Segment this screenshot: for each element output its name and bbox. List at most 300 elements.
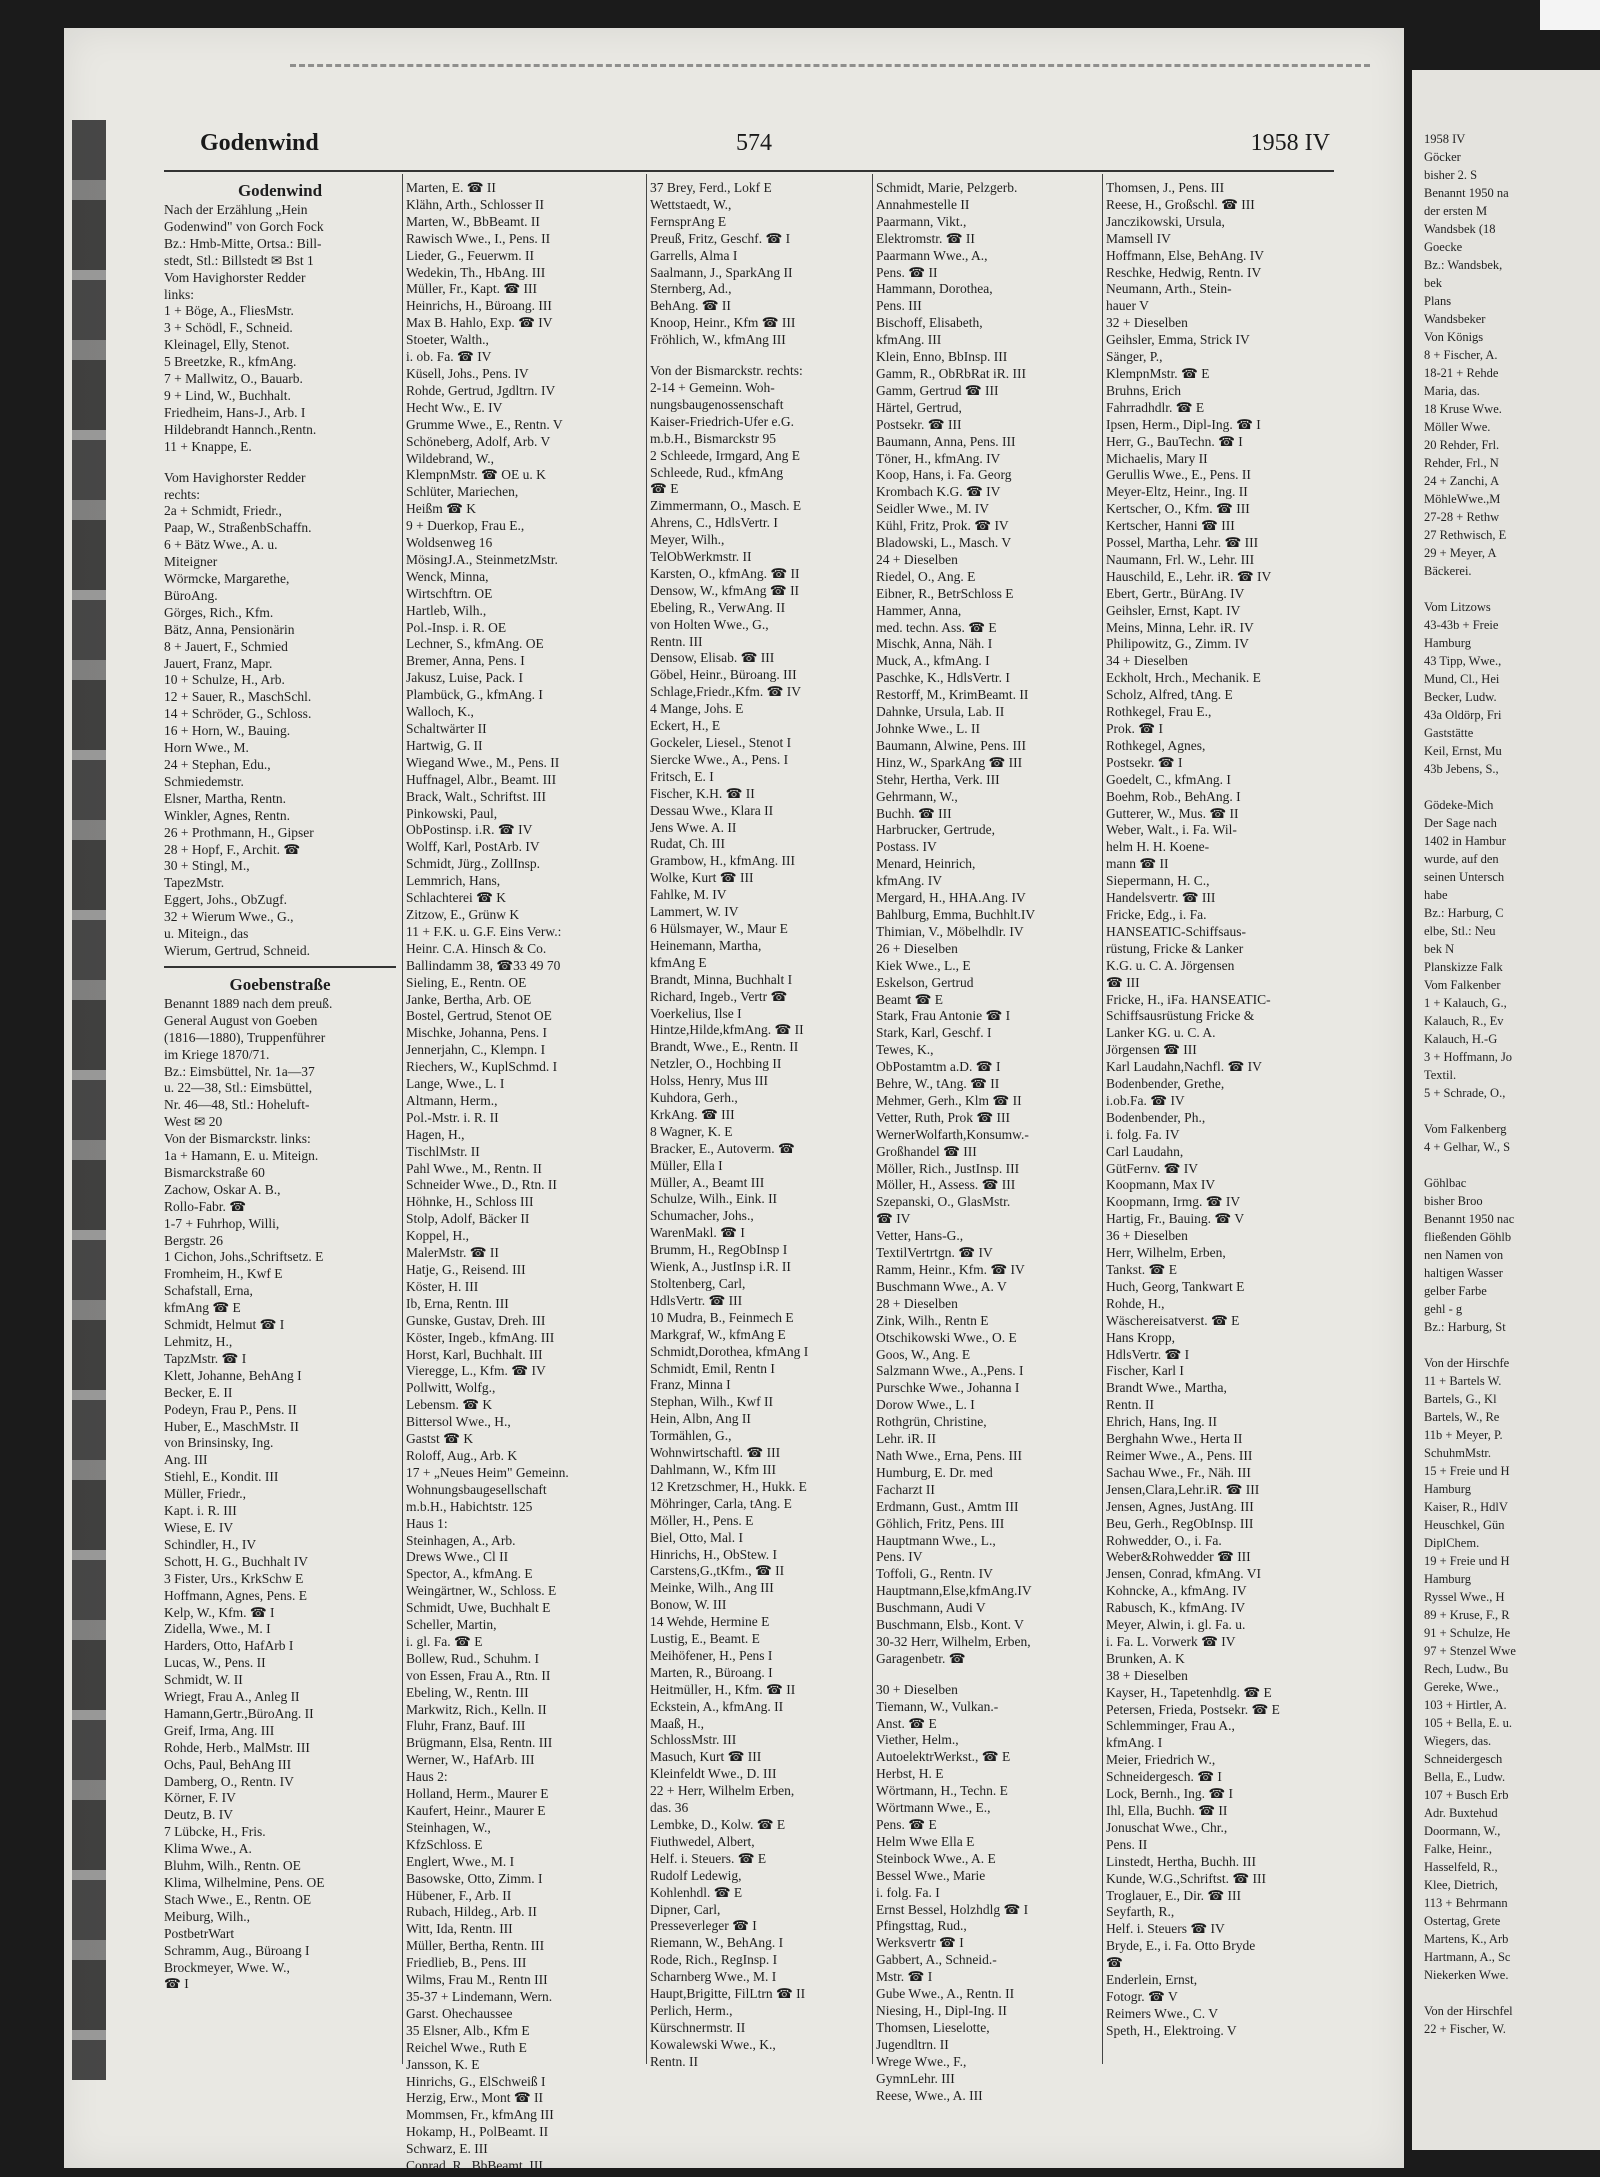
directory-entry: Brunken, A. K (1106, 1650, 1185, 1666)
directory-entry: Bollew, Rud., Schuhm. I (406, 1650, 539, 1666)
directory-entry: Roloff, Aug., Arb. K (406, 1447, 518, 1463)
directory-entry: Huffnagel, Albr., Beamt. III (406, 771, 557, 787)
directory-entry: Zidella, Wwe., M. I (164, 1621, 271, 1637)
directory-entry: Bischoff, Elisabeth, (876, 315, 983, 331)
directory-entry: Behre, W., tAng. ☎ II (876, 1076, 1000, 1092)
directory-entry: kfmAng E (650, 954, 707, 970)
directory-entry: Eggert, Johs., ObZugf. (164, 892, 287, 908)
directory-entry: Wedekin, Th., HbAng. III (406, 264, 546, 280)
directory-entry: Reschke, Hedwig, Rentn. IV (1106, 264, 1262, 280)
directory-entry: Linstedt, Hertha, Buchh. III (1106, 1853, 1256, 1869)
facing-page-line: seinen Untersch (1424, 870, 1505, 884)
directory-entry: Sänger, P., (1106, 349, 1163, 365)
directory-entry: Wilms, Frau M., Rentn III (406, 1972, 548, 1988)
directory-entry: Englert, Wwe., M. I (406, 1853, 515, 1869)
directory-entry: Dahnke, Ursula, Lab. II (876, 704, 1005, 720)
directory-entry: Hatje, G., Reisend. III (406, 1262, 526, 1277)
facing-page-line: gelber Farbe (1424, 1284, 1487, 1298)
facing-page-line: Kaiser, R., HdlV (1424, 1500, 1508, 1514)
directory-entry: Klima, Wilhelmine, Pens. OE (164, 1875, 325, 1890)
directory-entry: Bostel, Gertrud, Stenot OE (406, 1008, 552, 1024)
directory-entry: Von der Bismarckstr. links: (164, 1131, 311, 1147)
directory-entry: Dessau Wwe., Klara II (650, 802, 774, 818)
directory-entry: GymnLehr. III (876, 2070, 955, 2086)
facing-page-line: 43a Oldörp, Fri (1424, 708, 1502, 722)
directory-entry: Huch, Georg, Tankwart E (1106, 1278, 1245, 1294)
directory-entry: Sachau Wwe., Fr., Näh. III (1106, 1464, 1251, 1480)
directory-entry: Fischer, K.H. ☎ II (650, 785, 755, 801)
directory-entry: Paarmann, Vikt., (876, 213, 967, 229)
directory-entry: Rabusch, K., kfmAng. IV (1106, 1600, 1246, 1616)
directory-entry: Herr, G., BauTechn. ☎ I (1106, 433, 1243, 449)
directory-entry: Haupt,Brigitte, FilLtrn ☎ II (650, 1986, 806, 2002)
street-heading: Godenwind (237, 181, 323, 200)
directory-entry: Wolff, Karl, PostArb. IV (406, 839, 540, 855)
facing-page-line: Adr. Buxtehud (1424, 1806, 1498, 1820)
directory-entry: Köster, Ingeb., kfmAng. III (406, 1329, 555, 1345)
directory-entry: KrkAng. ☎ III (650, 1106, 735, 1122)
directory-entry: Paschke, K., HdlsVertr. I (876, 670, 1010, 686)
directory-entry: Möller, Rich., JustInsp. III (876, 1160, 1020, 1176)
facing-page-line: 22 + Fischer, W. (1424, 2022, 1506, 2036)
directory-entry: West ✉ 20 (164, 1114, 223, 1130)
directory-entry: Szepanski, O., GlasMstr. (876, 1194, 1011, 1210)
directory-entry: Stiehl, E., Kondit. III (164, 1469, 279, 1485)
directory-entry: Pol.-Mstr. i. R. II (406, 1109, 499, 1125)
directory-entry: Jensen,Clara,Lehr.iR. ☎ III (1106, 1481, 1260, 1497)
directory-entry: Rentn. III (650, 633, 703, 649)
directory-entry: kfmAng. IV (876, 873, 942, 889)
directory-entry: hauer V (1106, 298, 1149, 314)
directory-entry: Gastst ☎ K (406, 1431, 474, 1447)
directory-entry: ObPostinsp. i.R. ☎ IV (406, 822, 533, 838)
directory-entry: Possel, Martha, Lehr. ☎ III (1106, 535, 1259, 551)
directory-entry: von Essen, Frau A., Rtn. II (406, 1667, 551, 1683)
directory-entry: Reichel Wwe., Ruth E (406, 2039, 527, 2055)
directory-entry: Franz, Minna I (650, 1377, 731, 1393)
directory-entry: BüroAng. (164, 587, 218, 603)
facing-page-line: 107 + Busch Erb (1424, 1788, 1509, 1802)
directory-entry: Reese, Wwe., A. III (876, 2087, 983, 2103)
directory-entry: Hinrichs, H., ObStew. I (650, 1546, 777, 1562)
directory-entry: Thomsen, J., Pens. III (1106, 180, 1225, 195)
directory-entry: Rawisch Wwe., I., Pens. II (406, 230, 551, 246)
facing-page-line: Planskizze Falk (1424, 960, 1503, 974)
directory-entry: stedt, Stl.: Billstedt ✉ Bst 1 (164, 252, 314, 268)
facing-page-line: fließenden Göhlb (1424, 1230, 1512, 1244)
directory-entry: Schmidt, Helmut ☎ I (164, 1317, 285, 1333)
directory-entry: Bahlburg, Emma, Buchhlt.IV (876, 906, 1036, 922)
facing-page-line: Vom Falkenber (1424, 978, 1501, 992)
directory-entry: Hoffmann, Else, BehAng. IV (1106, 247, 1264, 263)
directory-entry: Greif, Irma, Ang. III (164, 1722, 275, 1738)
directory-entry: Möhringer, Carla, tAng. E (650, 1495, 792, 1511)
directory-entry: Rentn. II (650, 2053, 698, 2069)
facing-page-line: Bz.: Harburg, C (1424, 906, 1504, 920)
directory-entry: Ebeling, R., VerwAng. II (650, 599, 786, 615)
directory-entry: Voerkelius, Ilse I (650, 1005, 742, 1021)
directory-entry: HdlsVertr. ☎ I (1106, 1346, 1190, 1362)
directory-entry: Bodenbender, Ph., (1106, 1109, 1206, 1125)
directory-entry: Winkler, Agnes, Rentn. (164, 807, 291, 823)
facing-page-line: Bartels, G., Kl (1424, 1392, 1497, 1406)
directory-entry: Göhlich, Fritz, Pens. III (876, 1515, 1005, 1531)
directory-entry: Wriegt, Frau A., Anleg II (164, 1689, 300, 1705)
page-header (200, 130, 1330, 170)
directory-entry: Knoop, Heinr., Kfm ☎ III (650, 315, 796, 331)
directory-entry: Härtel, Gertrud, (876, 399, 962, 415)
directory-entry: Postass. IV (876, 839, 937, 855)
directory-entry: TelObWerkmstr. II (650, 549, 752, 565)
facing-page-line: Bella, E., Ludw. (1424, 1770, 1506, 1784)
facing-page-line: 1 + Kalauch, G., (1424, 996, 1507, 1010)
directory-entry: i. gl. Fa. ☎ E (406, 1633, 483, 1649)
directory-entry: Bz.: Hmb-Mitte, Ortsa.: Bill- (164, 235, 322, 251)
directory-entry: Troglauer, E., Dir. ☎ III (1106, 1887, 1242, 1903)
directory-entry: m.b.H., Habichtstr. 125 (406, 1498, 533, 1514)
directory-entry: Pens. ☎ II (876, 264, 938, 280)
directory-entry: Lammert, W. IV (650, 904, 739, 920)
directory-entry: Wildebrand, W., (406, 450, 494, 466)
directory-entry: u. 22—38, Stl.: Eimsbüttel, (164, 1080, 313, 1096)
facing-page-line: Wandsbeker (1424, 312, 1486, 326)
directory-entry: Nach der Erzählung „Hein (164, 202, 308, 217)
directory-entry: Hoffmann, Agnes, Pens. E (164, 1587, 307, 1603)
running-head-year: 1958 IV (1250, 130, 1330, 156)
directory-entry: Benannt 1889 nach dem preuß. (164, 995, 333, 1011)
directory-entry: Wohnungsbaugesellschaft (406, 1481, 547, 1497)
facing-page-line: 91 + Schulze, He (1424, 1626, 1511, 1640)
directory-entry: Dahlmann, W., Kfm III (650, 1461, 776, 1477)
facing-page-line: SchuhmMstr. (1424, 1446, 1492, 1460)
directory-entry: 35 Elsner, Alb., Kfm E (406, 2022, 530, 2038)
directory-entry: Mischke, Johanna, Pens. I (406, 1025, 547, 1041)
directory-entry: Maaß, H., (650, 1715, 704, 1731)
directory-entry: Kohlenhdl. ☎ E (650, 1884, 743, 1900)
facing-page-line: 27 Rethwisch, E (1424, 528, 1507, 542)
facing-page-line: Martens, K., Arb (1424, 1932, 1509, 1946)
directory-entry: Schmidt,Dorothea, kfmAng I (650, 1343, 809, 1359)
directory-entry: Sternberg, Ad., (650, 281, 732, 297)
directory-entry: med. techn. Ass. ☎ E (876, 619, 997, 635)
facing-page-line: bek (1424, 276, 1443, 290)
directory-entry: Nr. 46—48, Stl.: Hoheluft- (164, 1097, 310, 1113)
directory-entry: Salzmann Wwe., A.,Pens. I (876, 1363, 1024, 1379)
running-head-street: Godenwind (200, 130, 319, 156)
directory-entry: Hartleb, Wilh., (406, 602, 487, 618)
directory-entry: Mehmer, Gerh., Klm ☎ II (876, 1092, 1022, 1108)
facing-page-line: 113 + Behrmann (1424, 1896, 1508, 1910)
directory-entry: Jakusz, Luise, Pack. I (406, 670, 523, 686)
directory-entry: Bismarckstraße 60 (164, 1164, 265, 1180)
directory-entry: Hartig, Fr., Bauing. ☎ V (1106, 1211, 1245, 1227)
directory-entry: Baumann, Anna, Pens. III (876, 433, 1016, 449)
directory-entry: 24 + Stephan, Edu., (164, 757, 271, 772)
directory-entry: Erdmann, Gust., Amtm III (876, 1498, 1019, 1514)
directory-entry: Otschikowski Wwe., O. E (876, 1329, 1017, 1345)
facing-page-line (1424, 1102, 1600, 1120)
directory-entry: Fischer, Karl I (1106, 1363, 1184, 1379)
directory-entry: Seidler Wwe., M. IV (876, 501, 989, 517)
directory-entry: Harbrucker, Gertrude, (876, 822, 996, 838)
facing-page-line: 1402 in Hambur (1424, 834, 1506, 848)
directory-entry: Koopmann, Max IV (1106, 1177, 1216, 1193)
directory-entry: Anst. ☎ E (876, 1715, 937, 1731)
directory-entry: Rubach, Hildeg., Arb. II (406, 1904, 537, 1920)
directory-entry: Brumm, H., RegObInsp I (650, 1242, 788, 1258)
directory-entry: Hintze,Hilde,kfmAng. ☎ II (650, 1022, 804, 1038)
facing-page-line: Von der Hirschfe (1424, 1356, 1510, 1370)
directory-entry: Bonow, W. III (650, 1597, 727, 1613)
directory-entry: Humburg, E. Dr. med (876, 1464, 993, 1480)
directory-entry: Kleinagel, Elly, Stenot. (164, 337, 290, 353)
directory-entry: Seyfarth, R., (1106, 1904, 1175, 1920)
directory-entry: Zimmermann, O., Masch. E (650, 498, 802, 514)
directory-entry: Vetter, Ruth, Prok ☎ III (876, 1109, 1011, 1125)
directory-entry: Görges, Rich., Kfm. (164, 604, 274, 620)
directory-entry: Klett, Johanne, BehAng I (164, 1367, 302, 1383)
facing-page-line: Bz.: Harburg, St (1424, 1320, 1506, 1334)
directory-entry: Holland, Herm., Maurer E (406, 1786, 549, 1802)
directory-entry: Bätz, Anna, Pensionärin (164, 621, 295, 637)
directory-entry: Mergard, H., HHA.Ang. IV (876, 890, 1026, 906)
directory-entry: 14 + Schröder, G., Schloss. (164, 706, 312, 722)
directory-entry: Hauschild, E., Lehr. iR. ☎ IV (1106, 568, 1272, 584)
directory-entry: Geihsler, Ernst, Kapt. IV (1106, 602, 1241, 618)
directory-entry: Jauert, Franz, Mapr. (164, 655, 273, 671)
directory-entry: Reese, H., Großschl. ☎ III (1106, 196, 1255, 212)
directory-entry: Rohde, Gertrud, Jgdltrn. IV (406, 382, 556, 398)
directory-entry: Herr, Wilhelm, Erben, (1106, 1245, 1226, 1261)
directory-entry: Siercke Wwe., A., Pens. I (650, 751, 789, 767)
directory-entry: Schmidt, Marie, Pelzgerb. (876, 180, 1018, 195)
directory-entry: Müller, A., Beamt III (650, 1174, 765, 1190)
directory-entry: Hartwig, G. II (406, 737, 483, 753)
directory-entry: kfmAng. I (1106, 1735, 1163, 1751)
directory-entry: Altmann, Herm., (406, 1092, 498, 1108)
facing-page-line: Keil, Ernst, Mu (1424, 744, 1502, 758)
directory-entry: Michaelis, Mary II (1106, 450, 1208, 466)
directory-entry: Jörgensen ☎ III (1106, 1042, 1197, 1058)
directory-entry: Ihl, Ella, Buchh. ☎ II (1106, 1803, 1228, 1818)
directory-entry: Facharzt II (876, 1481, 935, 1497)
directory-entry: Koppel, H., (406, 1228, 469, 1244)
directory-entry: 9 + Duerkop, Frau E., (406, 518, 525, 534)
directory-entry: Köster, H. III (406, 1278, 479, 1294)
directory-entry: Wiese, E. IV (164, 1519, 234, 1535)
directory-entry: Buschmann, Elsb., Kont. V (876, 1617, 1024, 1633)
directory-entry: Purschke Wwe., Johanna I (876, 1380, 1020, 1396)
facing-page-line: 15 + Freie und H (1424, 1464, 1510, 1478)
directory-entry: Deutz, B. IV (164, 1807, 233, 1823)
directory-entry: Horst, Karl, Buchhalt. III (406, 1346, 543, 1362)
directory-entry: Schlüter, Mariechen, (406, 484, 519, 500)
directory-entry: Karl Laudahn,Nachfl. ☎ IV (1106, 1059, 1262, 1075)
directory-entry: Helf. i. Steuers. ☎ E (650, 1850, 767, 1866)
directory-entry: Prok. ☎ I (1106, 721, 1163, 736)
facing-page-line: Gaststätte (1424, 726, 1474, 740)
directory-entry: Wörtmann Wwe., E., (876, 1800, 991, 1816)
directory-entry: Marten, E. ☎ II (406, 180, 496, 195)
directory-entry: Schlemminger, Frau A., (1106, 1718, 1235, 1734)
directory-entry: Mstr. ☎ I (876, 1969, 933, 1985)
directory-entry: Brügmann, Elsa, Rentn. III (406, 1735, 553, 1751)
directory-entry: 37 Brey, Ferd., Lokf E (650, 180, 772, 195)
directory-entry: Pens. II (1106, 1836, 1148, 1852)
facing-page-line: 105 + Bella, E. u. (1424, 1716, 1512, 1730)
directory-entry: Schramm, Aug., Büroang I (164, 1942, 310, 1958)
directory-entry: Riechers, W., KuplSchmd. I (406, 1059, 558, 1075)
directory-entry: Weber, Walt., i. Fa. Wil- (1106, 822, 1237, 838)
directory-entry: Bremer, Anna, Pens. I (406, 653, 525, 669)
directory-entry: 5 Breetzke, R., kfmAng. (164, 354, 297, 370)
directory-entry: Tormählen, G., (650, 1428, 732, 1444)
facing-page-line: 19 + Freie und H (1424, 1554, 1510, 1568)
facing-page-line: habe (1424, 888, 1448, 902)
directory-entry: Meier, Friedrich W., (1106, 1752, 1216, 1768)
directory-entry: Reimers Wwe., C. V (1106, 2005, 1218, 2021)
directory-entry: Koop, Hans, i. Fa. Georg (876, 467, 1012, 483)
facing-page-line: Becker, Ludw. (1424, 690, 1497, 704)
directory-entry: Küsell, Johs., Pens. IV (406, 365, 529, 381)
directory-entry: Brandt, Wwe., E., Rentn. II (650, 1039, 799, 1055)
directory-entry: WarenMakl. ☎ I (650, 1225, 745, 1241)
directory-entry: 30-32 Herr, Wilhelm, Erben, (876, 1633, 1031, 1649)
directory-entry: Werksvertr ☎ I (876, 1935, 964, 1951)
directory-entry: Möller, H., Assess. ☎ III (876, 1177, 1016, 1193)
section-gap (650, 349, 868, 363)
directory-entry: Kowalewski Wwe., K., (650, 2036, 776, 2052)
directory-entry: Vieregge, L., Kfm. ☎ IV (406, 1363, 546, 1379)
directory-entry: Schlage,Friedr.,Kfm. ☎ IV (650, 684, 802, 700)
directory-entry: 3 Fister, Urs., KrkSchw E (164, 1570, 304, 1586)
facing-page-line: Rehder, Frl., N (1424, 456, 1499, 470)
directory-entry: Schmiedemstr. (164, 773, 244, 789)
directory-entry: Stephan, Wilh., Kwf II (650, 1394, 773, 1410)
facing-page-line: 3 + Hoffmann, Jo (1424, 1050, 1513, 1064)
column-divider (872, 174, 873, 2064)
directory-entry: SchlossMstr. III (650, 1732, 737, 1748)
header-rule (164, 170, 1334, 172)
directory-entry: Von der Bismarckstr. rechts: (650, 363, 803, 379)
facing-page-line: 24 + Zanchi, A (1424, 474, 1500, 488)
directory-entry: Schöneberg, Adolf, Arb. V (406, 433, 551, 449)
facing-page-line: 8 + Fischer, A. (1424, 348, 1498, 362)
directory-entry: Vom Havighorster Redder (164, 469, 306, 485)
facing-page-line: Mund, Cl., Hei (1424, 672, 1500, 686)
directory-entry: Carl Laudahn, (1106, 1143, 1184, 1159)
column-divider (646, 174, 647, 2064)
directory-entry: Godenwind" von Gorch Fock (164, 218, 324, 234)
directory-entry: Wörmcke, Margarethe, (164, 571, 290, 587)
directory-entry: Kiek Wwe., L., E (876, 957, 971, 973)
directory-entry: Philipowitz, G., Zimm. IV (1106, 636, 1249, 652)
directory-entry: Gabbert, A., Schneid.- (876, 1952, 997, 1968)
directory-entry: Wirtschftrn. OE (406, 585, 493, 601)
directory-entry: Woldsenweg 16 (406, 535, 493, 551)
facing-page-line: Textil. (1424, 1068, 1457, 1082)
directory-entry: Enderlein, Ernst, (1106, 1972, 1198, 1988)
directory-entry: 34 + Dieselben (1106, 653, 1188, 669)
directory-entry: Rudat, Ch. III (650, 836, 725, 852)
directory-entry: Bessel Wwe., Marie (876, 1867, 986, 1883)
directory-entry: links: (164, 286, 195, 302)
directory-entry: Meiburg, Wilh., (164, 1908, 250, 1924)
directory-entry: Rohde, H., (1106, 1295, 1165, 1311)
directory-entry: Reimer Wwe., A., Pens. III (1106, 1447, 1253, 1463)
directory-entry: Wienk, A., JustInsp i.R. II (650, 1259, 791, 1275)
directory-entry: Toffoli, G., Rentn. IV (876, 1566, 993, 1582)
directory-entry: Hildebrandt Hannch.,Rentn. (164, 421, 317, 437)
directory-entry: GütFernv. ☎ IV (1106, 1160, 1199, 1176)
directory-entry: Preuß, Fritz, Geschf. ☎ I (650, 230, 791, 246)
directory-entry: Baumann, Alwine, Pens. III (876, 737, 1026, 753)
directory-entry: 22 + Herr, Wilhelm Erben, (650, 1783, 795, 1799)
directory-entry: Rothkegel, Agnes, (1106, 737, 1206, 753)
directory-entry: Hecht Ww., E. IV (406, 399, 503, 415)
directory-entry: 2 Schleede, Irmgard, Ang E (650, 447, 800, 463)
directory-entry: Lock, Bernh., Ing. ☎ I (1106, 1786, 1234, 1802)
directory-entry: Hamann,Gertr.,BüroAng. II (164, 1705, 314, 1721)
directory-entry: helm H. H. Koene- (1106, 839, 1210, 855)
directory-entry: Restorff, M., KrimBeamt. II (876, 687, 1029, 703)
directory-entry: Naumann, Frl. W., Lehr. III (1106, 551, 1255, 567)
directory-entry: i. Fa. L. Vorwerk ☎ IV (1106, 1633, 1236, 1649)
facing-page-line: Falke, Heinr., (1424, 1842, 1493, 1856)
directory-entry: Bryde, E., i. Fa. Otto Bryde (1106, 1938, 1256, 1954)
directory-entry: Stoltenberg, Carl, (650, 1276, 746, 1291)
facing-page-line: Von Königs (1424, 330, 1484, 344)
directory-entry: Tankst. ☎ E (1106, 1262, 1177, 1277)
facing-page-line: Wiegers, das. (1424, 1734, 1492, 1748)
directory-entry: Lanker KG. u. C. A. (1106, 1025, 1216, 1041)
directory-entry: 28 + Hopf, F., Archit. ☎ (164, 841, 301, 857)
directory-entry: Großhandel ☎ III (876, 1143, 977, 1159)
section-gap (164, 456, 396, 470)
directory-entry: Karsten, O., kfmAng. ☎ II (650, 565, 800, 581)
facing-page-line: nen Namen von (1424, 1248, 1504, 1262)
directory-entry: Kohncke, A., kfmAng. IV (1106, 1583, 1247, 1599)
directory-entry: Eskelson, Gertrud (876, 974, 974, 990)
directory-entry: (1816—1880), Truppenführer (164, 1029, 326, 1045)
directory-entry: Wohnwirtschaftl. ☎ III (650, 1445, 781, 1461)
directory-entry: Lehr. iR. II (876, 1431, 936, 1447)
directory-entry: Horn Wwe., M. (164, 740, 249, 756)
directory-entry: Rothgrün, Christine, (876, 1414, 987, 1430)
directory-entry: Fotogr. ☎ V (1106, 1988, 1178, 2004)
directory-entry: Wörtmann, H., Techn. E (876, 1783, 1008, 1799)
facing-page-line: Ostertag, Grete (1424, 1914, 1501, 1928)
directory-entry: Hammann, Dorothea, (876, 281, 993, 297)
directory-entry: KfzSchloss. E (406, 1836, 483, 1852)
facing-page-line: Von der Hirschfel (1424, 2004, 1513, 2018)
directory-entry: Basowske, Otto, Zimm. I (406, 1870, 543, 1886)
directory-entry: Meins, Minna, Lehr. iR. IV (1106, 619, 1254, 635)
directory-entry: Bergstr. 26 (164, 1232, 224, 1248)
facing-page-line (1424, 778, 1600, 796)
directory-entry: Geihsler, Emma, Strick IV (1106, 332, 1250, 348)
directory-entry: Scheller, Martin, (406, 1617, 497, 1633)
directory-entry: Kürschnermstr. II (650, 2019, 746, 2035)
directory-entry: Presseverleger ☎ I (650, 1918, 757, 1934)
facing-page-line (1424, 580, 1600, 598)
street-heading: Goebenstraße (229, 974, 331, 994)
directory-entry: Schmidt, Emil, Rentn I (650, 1360, 775, 1376)
directory-entry: von Holten Wwe., G., (650, 616, 769, 632)
directory-entry: Thomsen, Lieselotte, (876, 2019, 990, 2035)
directory-entry: Annahmestelle II (876, 196, 970, 212)
directory-entry: 12 + Sauer, R., MaschSchl. (164, 689, 312, 705)
